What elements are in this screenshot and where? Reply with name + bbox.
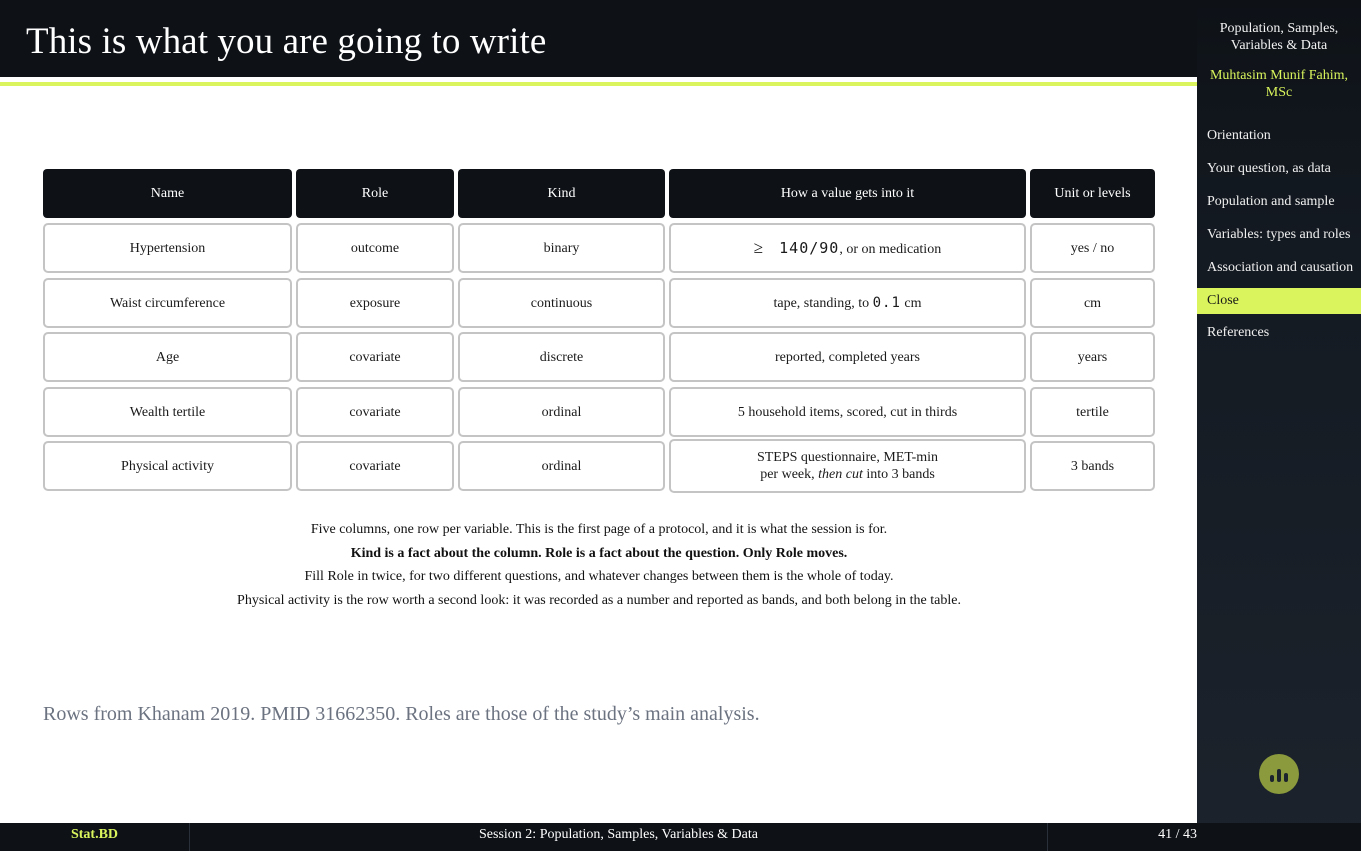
cell-role: covariate xyxy=(296,332,454,382)
cell-role: outcome xyxy=(296,223,454,273)
sidebar-title: Population, Samples, Variables & Data xyxy=(1219,21,1339,53)
note-line-2: Kind is a fact about the column. Role is a fact about the question. Only Role moves. xyxy=(350,545,848,561)
column-header-role: Role xyxy=(296,169,454,218)
how-line2-post: into 3 bands xyxy=(862,467,935,482)
threshold-value: 140/90 xyxy=(779,238,840,257)
slide-header xyxy=(0,0,1197,77)
cell-how xyxy=(669,439,1026,493)
slide-footer xyxy=(0,823,1361,851)
cell-name: Hypertension xyxy=(43,223,292,273)
note-line-1: Five columns, one row per variable. This is the first page of a protocol, and it is what the session is for. xyxy=(310,522,888,537)
column-header-kind: Kind xyxy=(458,169,665,218)
cell-name: Age xyxy=(43,332,292,382)
cell-unit: 3 bands xyxy=(1030,441,1155,491)
how-line2-em: then cut xyxy=(818,467,863,482)
sidebar-item-population[interactable]: Population and sample xyxy=(1207,194,1335,209)
cell-unit: tertile xyxy=(1030,387,1155,437)
cell-kind: discrete xyxy=(458,332,665,382)
cell-kind: ordinal xyxy=(458,441,665,491)
cell-kind: ordinal xyxy=(458,387,665,437)
column-header-how: How a value gets into it xyxy=(669,169,1026,218)
column-header-name: Name xyxy=(43,169,292,218)
slide-title: This is what you are going to write xyxy=(26,21,547,62)
sidebar-item-your-question[interactable]: Your question, as data xyxy=(1207,161,1331,176)
cell-name: Wealth tertile xyxy=(43,387,292,437)
footer-page-number: 41 / 43 xyxy=(1158,827,1197,842)
sidebar-item-variables[interactable]: Variables: types and roles xyxy=(1207,227,1351,242)
how-line2-pre: per week, xyxy=(760,467,819,482)
cell-how xyxy=(669,278,1026,328)
sidebar-item-references[interactable]: References xyxy=(1207,325,1270,340)
cell-name: Physical activity xyxy=(43,441,292,491)
how-rest: cm xyxy=(900,295,922,311)
column-header-unit: Unit or levels xyxy=(1030,169,1155,218)
geq-symbol: ≥ xyxy=(753,237,764,257)
note-line-4: Physical activity is the row worth a second look: it was recorded as a number and reported as bands, and both belong in the table. xyxy=(237,592,961,608)
footer-session: Session 2: Population, Samples, Variables & Data xyxy=(190,823,1048,851)
source-citation: Rows from Khanam 2019. PMID 31662350. Roles are those of the study’s main analysis. xyxy=(43,703,760,725)
cell-kind: continuous xyxy=(458,278,665,328)
cell-role: exposure xyxy=(296,278,454,328)
bar-chart-icon[interactable] xyxy=(1259,754,1299,794)
cell-unit: yes / no xyxy=(1030,223,1155,273)
slide-notes xyxy=(43,518,1155,612)
cell-role: covariate xyxy=(296,441,454,491)
sidebar-item-orientation[interactable]: Orientation xyxy=(1207,128,1271,143)
cell-name: Waist circumference xyxy=(43,278,292,328)
precision-value: 0.1 xyxy=(872,294,901,311)
footer-brand: Stat.BD xyxy=(0,823,190,851)
cell-unit: years xyxy=(1030,332,1155,382)
sidebar xyxy=(1197,0,1361,851)
cell-role: covariate xyxy=(296,387,454,437)
sidebar-author: Muhtasim Munif Fahim, MSc xyxy=(1209,68,1349,100)
cell-how: 5 household items, scored, cut in thirds xyxy=(669,387,1026,437)
cell-how xyxy=(669,223,1026,273)
sidebar-item-close[interactable]: Close xyxy=(1197,288,1361,314)
cell-kind: binary xyxy=(458,223,665,273)
sidebar-item-association[interactable]: Association and causation xyxy=(1207,260,1354,275)
how-pre: tape, standing, to xyxy=(773,295,873,311)
cell-unit: cm xyxy=(1030,278,1155,328)
header-accent-rule xyxy=(0,82,1197,86)
cell-how: reported, completed years xyxy=(669,332,1026,382)
how-rest: , or on medication xyxy=(839,241,942,257)
note-line-3: Fill Role in twice, for two different questions, and whatever changes between them is the whole of today. xyxy=(304,569,894,584)
how-line1: STEPS questionnaire, MET-min xyxy=(756,450,939,465)
